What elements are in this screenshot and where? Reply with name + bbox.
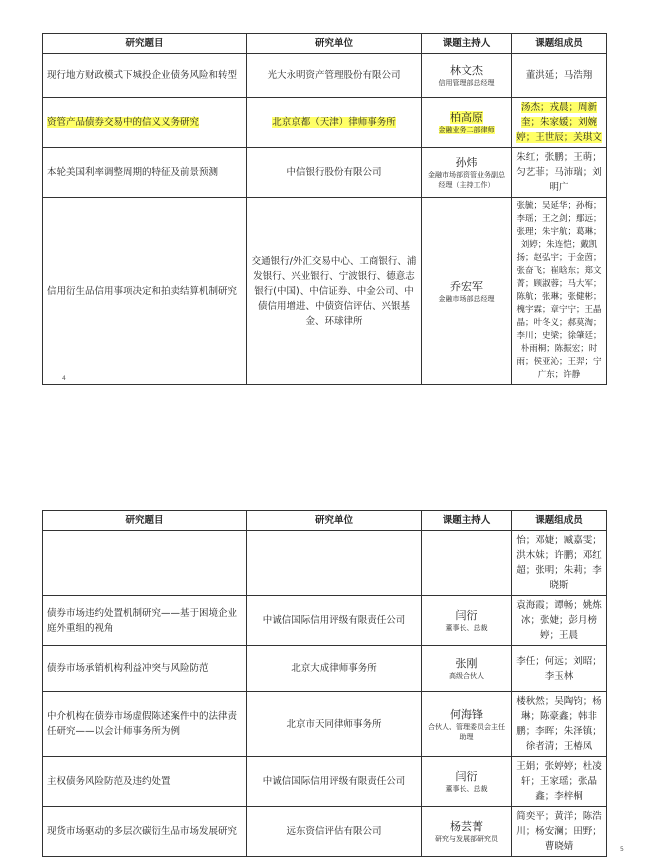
host-role: 董事长、总裁	[445, 624, 488, 632]
row-topic: 债券市场违约处置机制研究——基于困境企业庭外重组的视角	[43, 596, 247, 646]
host-name: 柏高原	[450, 111, 483, 124]
host-role: 董事长、总裁	[445, 785, 488, 793]
host-role: 金融市场部资管业务副总经理（主持工作）	[428, 171, 505, 189]
table-row	[43, 596, 607, 646]
row-topic: 信用衍生品信用事项决定和拍卖结算机制研究	[43, 198, 247, 385]
table-row	[43, 646, 607, 692]
table-row	[43, 807, 607, 857]
row-members: 楼秋然；吴陶钧；杨琳；陈豪鑫；韩非鹏；李晖；朱泽镇；徐者清；王椿凤	[512, 692, 607, 757]
row-host	[422, 98, 512, 148]
row-unit: 中信银行股份有限公司	[247, 148, 422, 198]
table-row	[43, 531, 607, 596]
row-unit: 北京市天同律师事务所	[247, 692, 422, 757]
table-row	[43, 148, 607, 198]
row-topic	[43, 531, 247, 596]
row-host	[422, 646, 512, 692]
row-unit: 中诚信国际信用评级有限责任公司	[247, 757, 422, 807]
header-members: 课题组成员	[512, 34, 607, 54]
row-members: 张毓；吴延华；孙梅；李瑶；王之剑；鄢远；张理；朱宇航；葛琳；刘婷；朱连恺；戴凯扬；赵弘宇；于金茵；张奋飞；崔晗东；郑文菁；顾淑蓉；马大军；陈航；张琳；张健彬；槐宇霖；章宁宁；王晶晶；叶冬义；郝莫淘；李川；史梁；徐肇廷；朴雨桐；陈振宏；时雨；侯亚沁；王羿；宁广东；许静	[512, 198, 607, 385]
row-unit: 北京大成律师事务所	[247, 646, 422, 692]
row-members: 朱红；张鹏；王萌；匀艺菲；马沛瑞；刘明广	[512, 148, 607, 198]
table-header-row	[43, 34, 607, 54]
row-host	[422, 692, 512, 757]
row-host	[422, 757, 512, 807]
row-members: 李任；何远；刘昭；李玉林	[512, 646, 607, 692]
highlighted-text: 汤杰；戎晨；周新奎；朱家媛；刘婉婷；王世辰；关琪文	[516, 102, 602, 143]
header-topic: 研究题目	[43, 34, 247, 54]
row-unit: 交通银行/外汇交易中心、工商银行、浦发银行、兴业银行、宁波银行、德意志银行(中国)、中信证券、中金公司、中债信用增进、中债资信评估、兴银基金、环球律所	[247, 198, 422, 385]
row-members: 王娟；张婷婷；杜凌轩；王家瑶；张晶鑫；李梓桐	[512, 757, 607, 807]
host-role: 研究与发展部研究员	[435, 835, 498, 843]
table-row	[43, 198, 607, 385]
row-topic: 债券市场承销机构利益冲突与风险防范	[43, 646, 247, 692]
host-name: 张刚	[455, 657, 478, 670]
row-unit: 光大永明资产管理股份有限公司	[247, 54, 422, 98]
row-topic: 主权债务风险防范及违约处置	[43, 757, 247, 807]
host-name: 乔宏军	[450, 279, 483, 293]
row-host	[422, 531, 512, 596]
table-row	[43, 757, 607, 807]
row-host	[422, 54, 512, 98]
host-name: 杨芸菁	[450, 820, 483, 833]
host-role: 高级合伙人	[449, 672, 484, 680]
table-row	[43, 692, 607, 757]
host-name: 闫衍	[455, 609, 478, 622]
row-topic	[43, 98, 247, 148]
row-members: 袁海霞；谭畅；姚炼冰；张婕；彭月榜婷；王晨	[512, 596, 607, 646]
page-number: 5	[620, 846, 624, 853]
row-host	[422, 198, 512, 385]
header-host: 课题主持人	[422, 511, 512, 531]
page-number: 4	[62, 375, 66, 382]
row-unit: 中诚信国际信用评级有限责任公司	[247, 596, 422, 646]
row-topic: 现行地方财政模式下城投企业债务风险和转型	[43, 54, 247, 98]
row-unit: 远东资信评估有限公司	[247, 807, 422, 857]
header-topic: 研究题目	[43, 511, 247, 531]
host-role: 金融市场部总经理	[438, 294, 495, 303]
row-members: 怡；邓婕；臧嘉雯；洪木妹；许鹏；邓红超；张明；朱莉；李晓斯	[512, 531, 607, 596]
host-name: 林文杰	[450, 64, 483, 77]
row-topic: 本轮美国利率调整周期的特征及前景预测	[43, 148, 247, 198]
host-role: 合伙人、管理委员会主任助理	[428, 722, 505, 741]
row-members: 简奕平；黄洋；陈浩川；杨安澜；田野；曹晓婧	[512, 807, 607, 857]
row-members: 董洪延；马浩翔	[512, 54, 607, 98]
row-topic: 中介机构在债券市场虚假陈述案件中的法律责任研究——以会计师事务所为例	[43, 692, 247, 757]
row-host	[422, 148, 512, 198]
header-members: 课题组成员	[512, 511, 607, 531]
research-table-2	[42, 510, 607, 857]
row-members	[512, 98, 607, 148]
row-unit	[247, 531, 422, 596]
host-role: 金融业务二部律师	[438, 126, 495, 134]
row-topic: 现货市场驱动的多层次碳衍生品市场发展研究	[43, 807, 247, 857]
header-unit: 研究单位	[247, 34, 422, 54]
host-name: 孙炜	[455, 156, 478, 169]
host-role: 信用管理部总经理	[438, 79, 495, 87]
header-host: 课题主持人	[422, 34, 512, 54]
header-unit: 研究单位	[247, 511, 422, 531]
host-name: 何海锋	[450, 707, 483, 721]
row-host	[422, 807, 512, 857]
table-row	[43, 98, 607, 148]
highlighted-text: 资管产品债券交易中的信义义务研究	[47, 117, 200, 128]
row-unit	[247, 98, 422, 148]
table-header-row	[43, 511, 607, 531]
host-name: 闫衍	[455, 770, 478, 783]
row-host	[422, 596, 512, 646]
highlighted-text: 北京京都（天津）律师事务所	[272, 117, 396, 128]
research-table-1	[42, 33, 607, 385]
table-row	[43, 54, 607, 98]
